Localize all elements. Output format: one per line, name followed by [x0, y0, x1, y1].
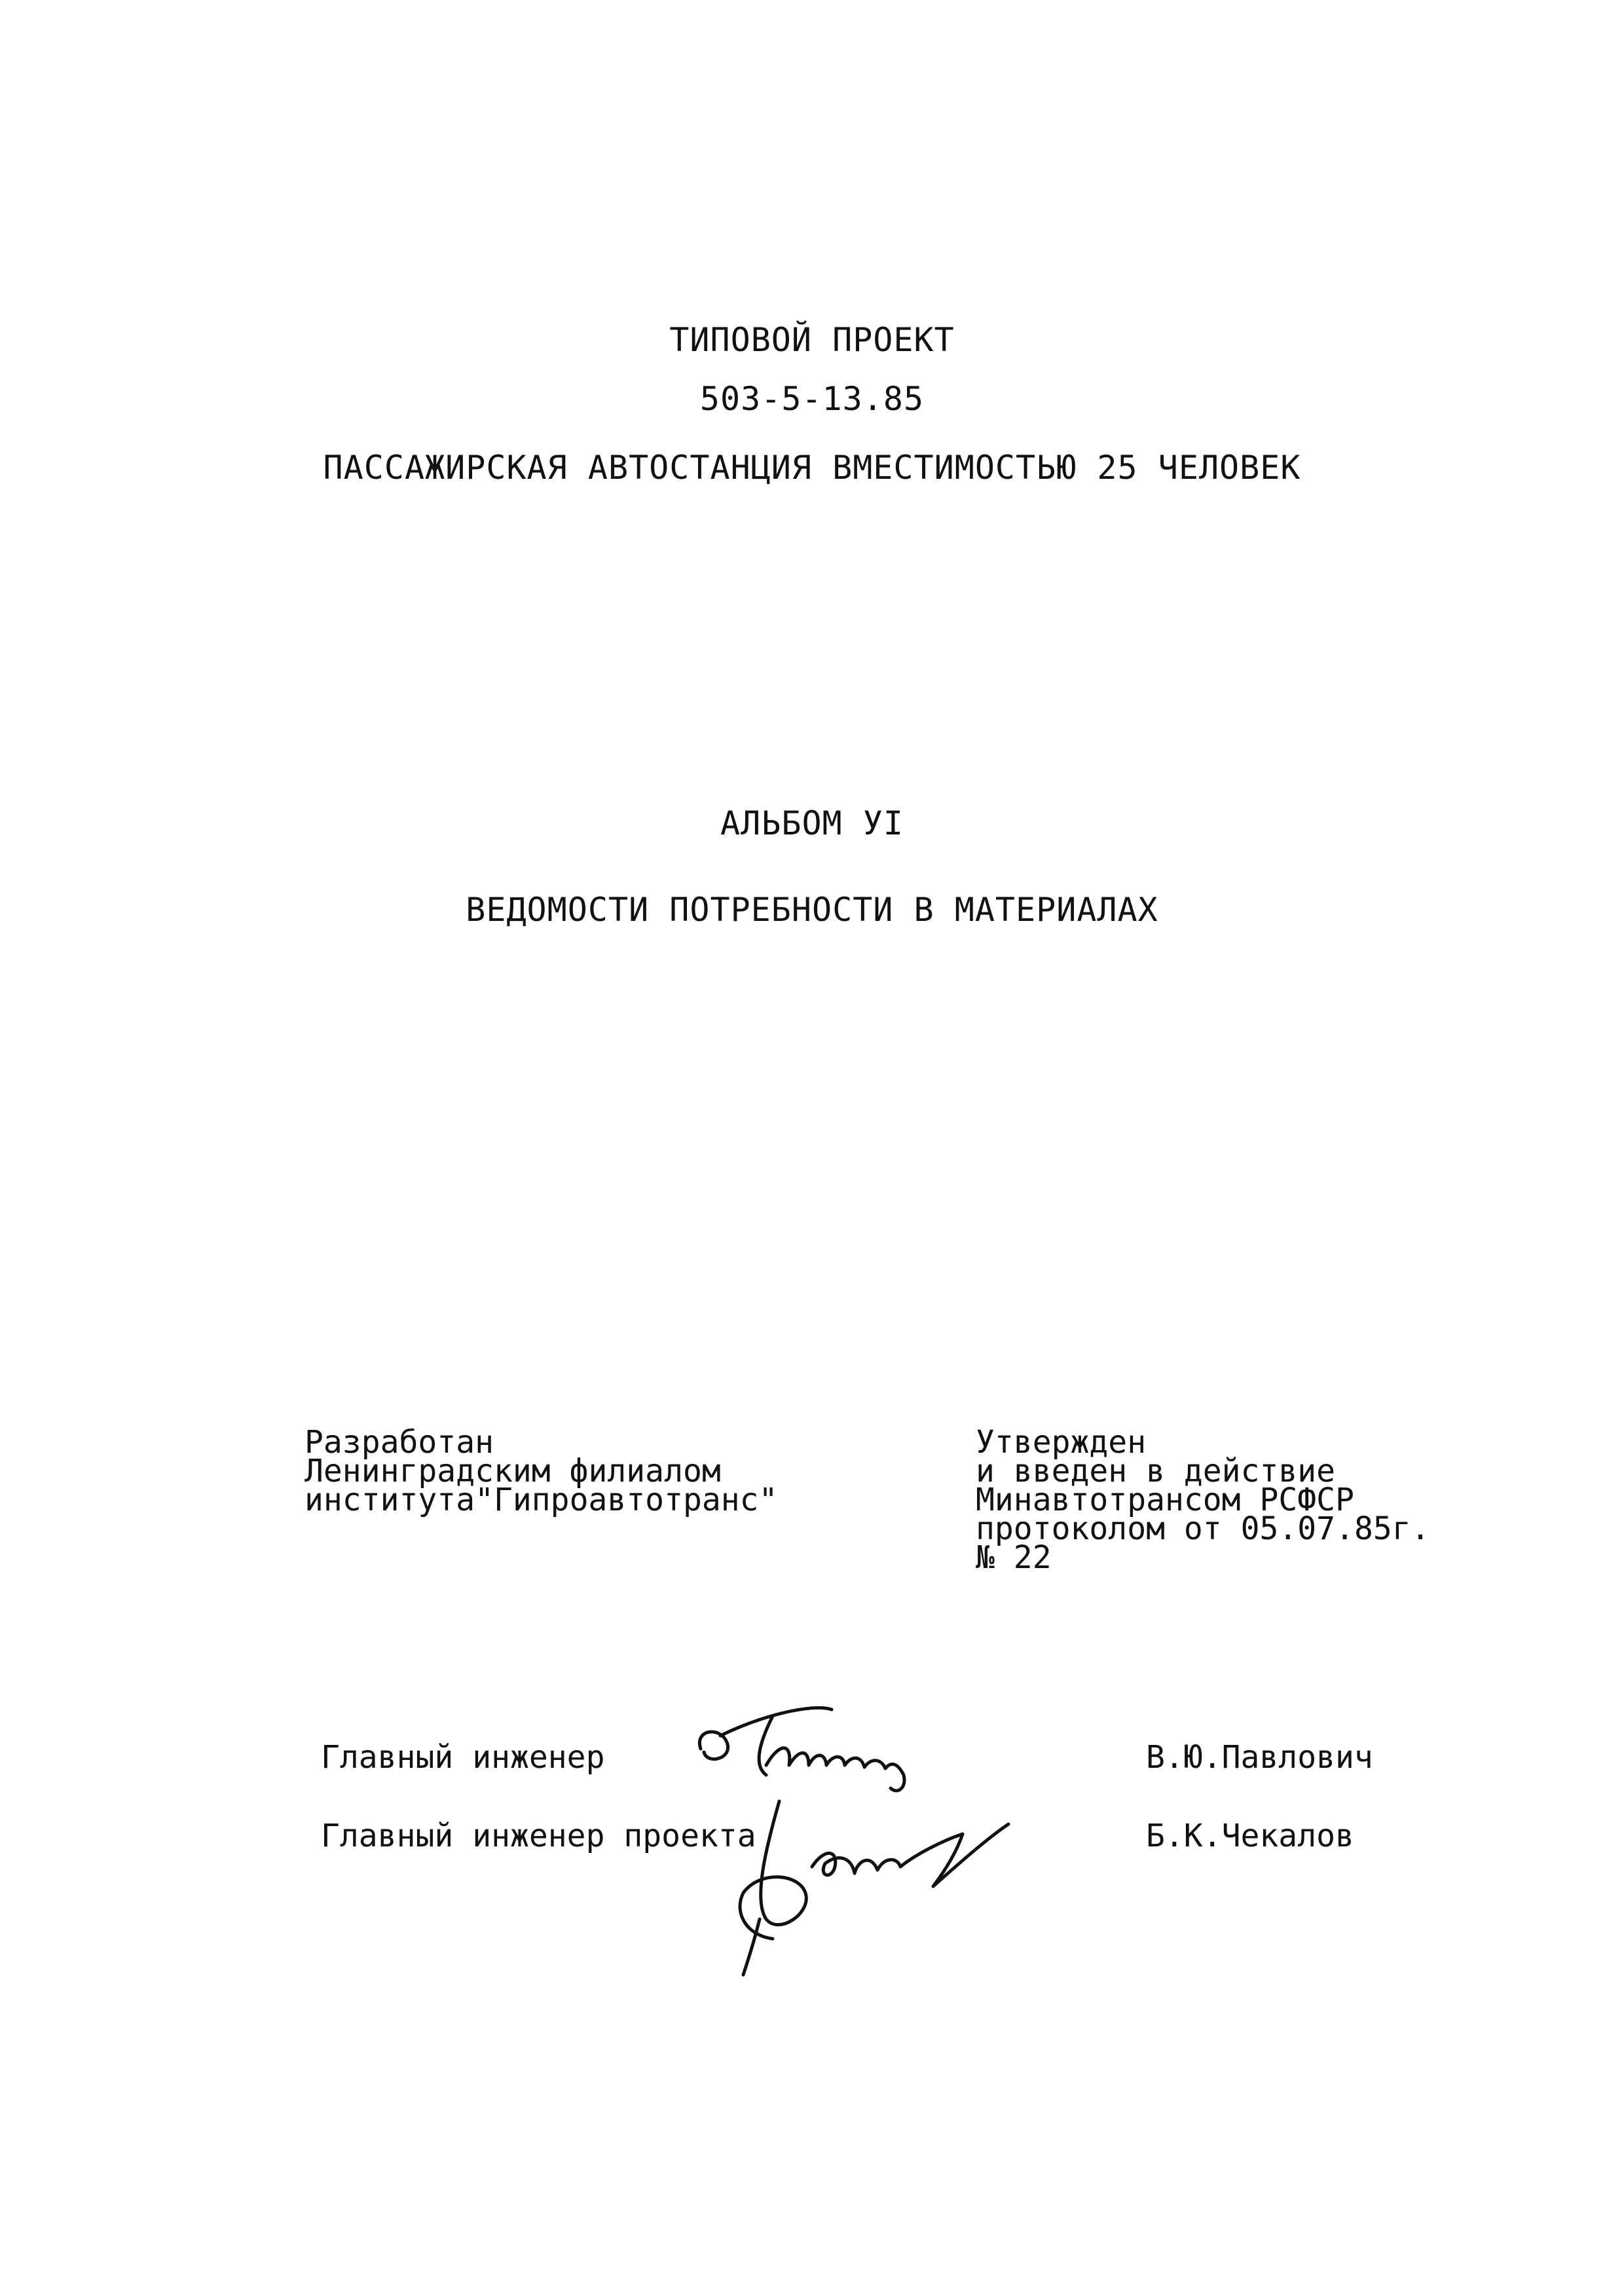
- chief-project-engineer-label: Главный инженер проекта: [321, 1818, 756, 1854]
- signature-chekalov: [740, 1801, 1008, 1975]
- project-number: 503-5-13.85: [699, 380, 925, 418]
- doc-type-title: ТИПОВОЙ ПРОЕКТ: [669, 321, 955, 359]
- approved-protocol: протоколом от 05.07.85г.: [976, 1510, 1430, 1547]
- approved-ministry: Минавтотрансом РСФСР: [976, 1482, 1354, 1518]
- developed-label: Разработан: [304, 1424, 494, 1461]
- developed-institute: института"Гипроавтотранс": [304, 1482, 778, 1518]
- approved-block: [976, 1424, 1430, 1576]
- chief-project-engineer-name: Б.К.Чекалов: [1146, 1818, 1354, 1854]
- album-subtitle: ВЕДОМОСТИ ПОТРЕБНОСТИ В МАТЕРИАЛАХ: [466, 891, 1158, 929]
- album-title: АЛЬБОМ УI: [720, 804, 904, 842]
- approved-label: Утвержден: [976, 1424, 1147, 1461]
- approved-number: № 22: [976, 1539, 1052, 1576]
- project-name: ПАССАЖИРСКАЯ АВТОСТАНЦИЯ ВМЕСТИМОСТЬЮ 25 ЧЕЛОВЕК: [323, 449, 1301, 487]
- chief-engineer-name: В.Ю.Павлович: [1146, 1739, 1373, 1776]
- developed-org: Ленинградским филиалом: [304, 1453, 721, 1489]
- signature-pavlovich: [699, 1708, 904, 1791]
- developed-by-block: [304, 1424, 778, 1518]
- approved-enacted: и введен в действие: [976, 1453, 1336, 1489]
- handwritten-signatures: [681, 1703, 1139, 1978]
- chief-engineer-label: Главный инженер: [321, 1739, 605, 1776]
